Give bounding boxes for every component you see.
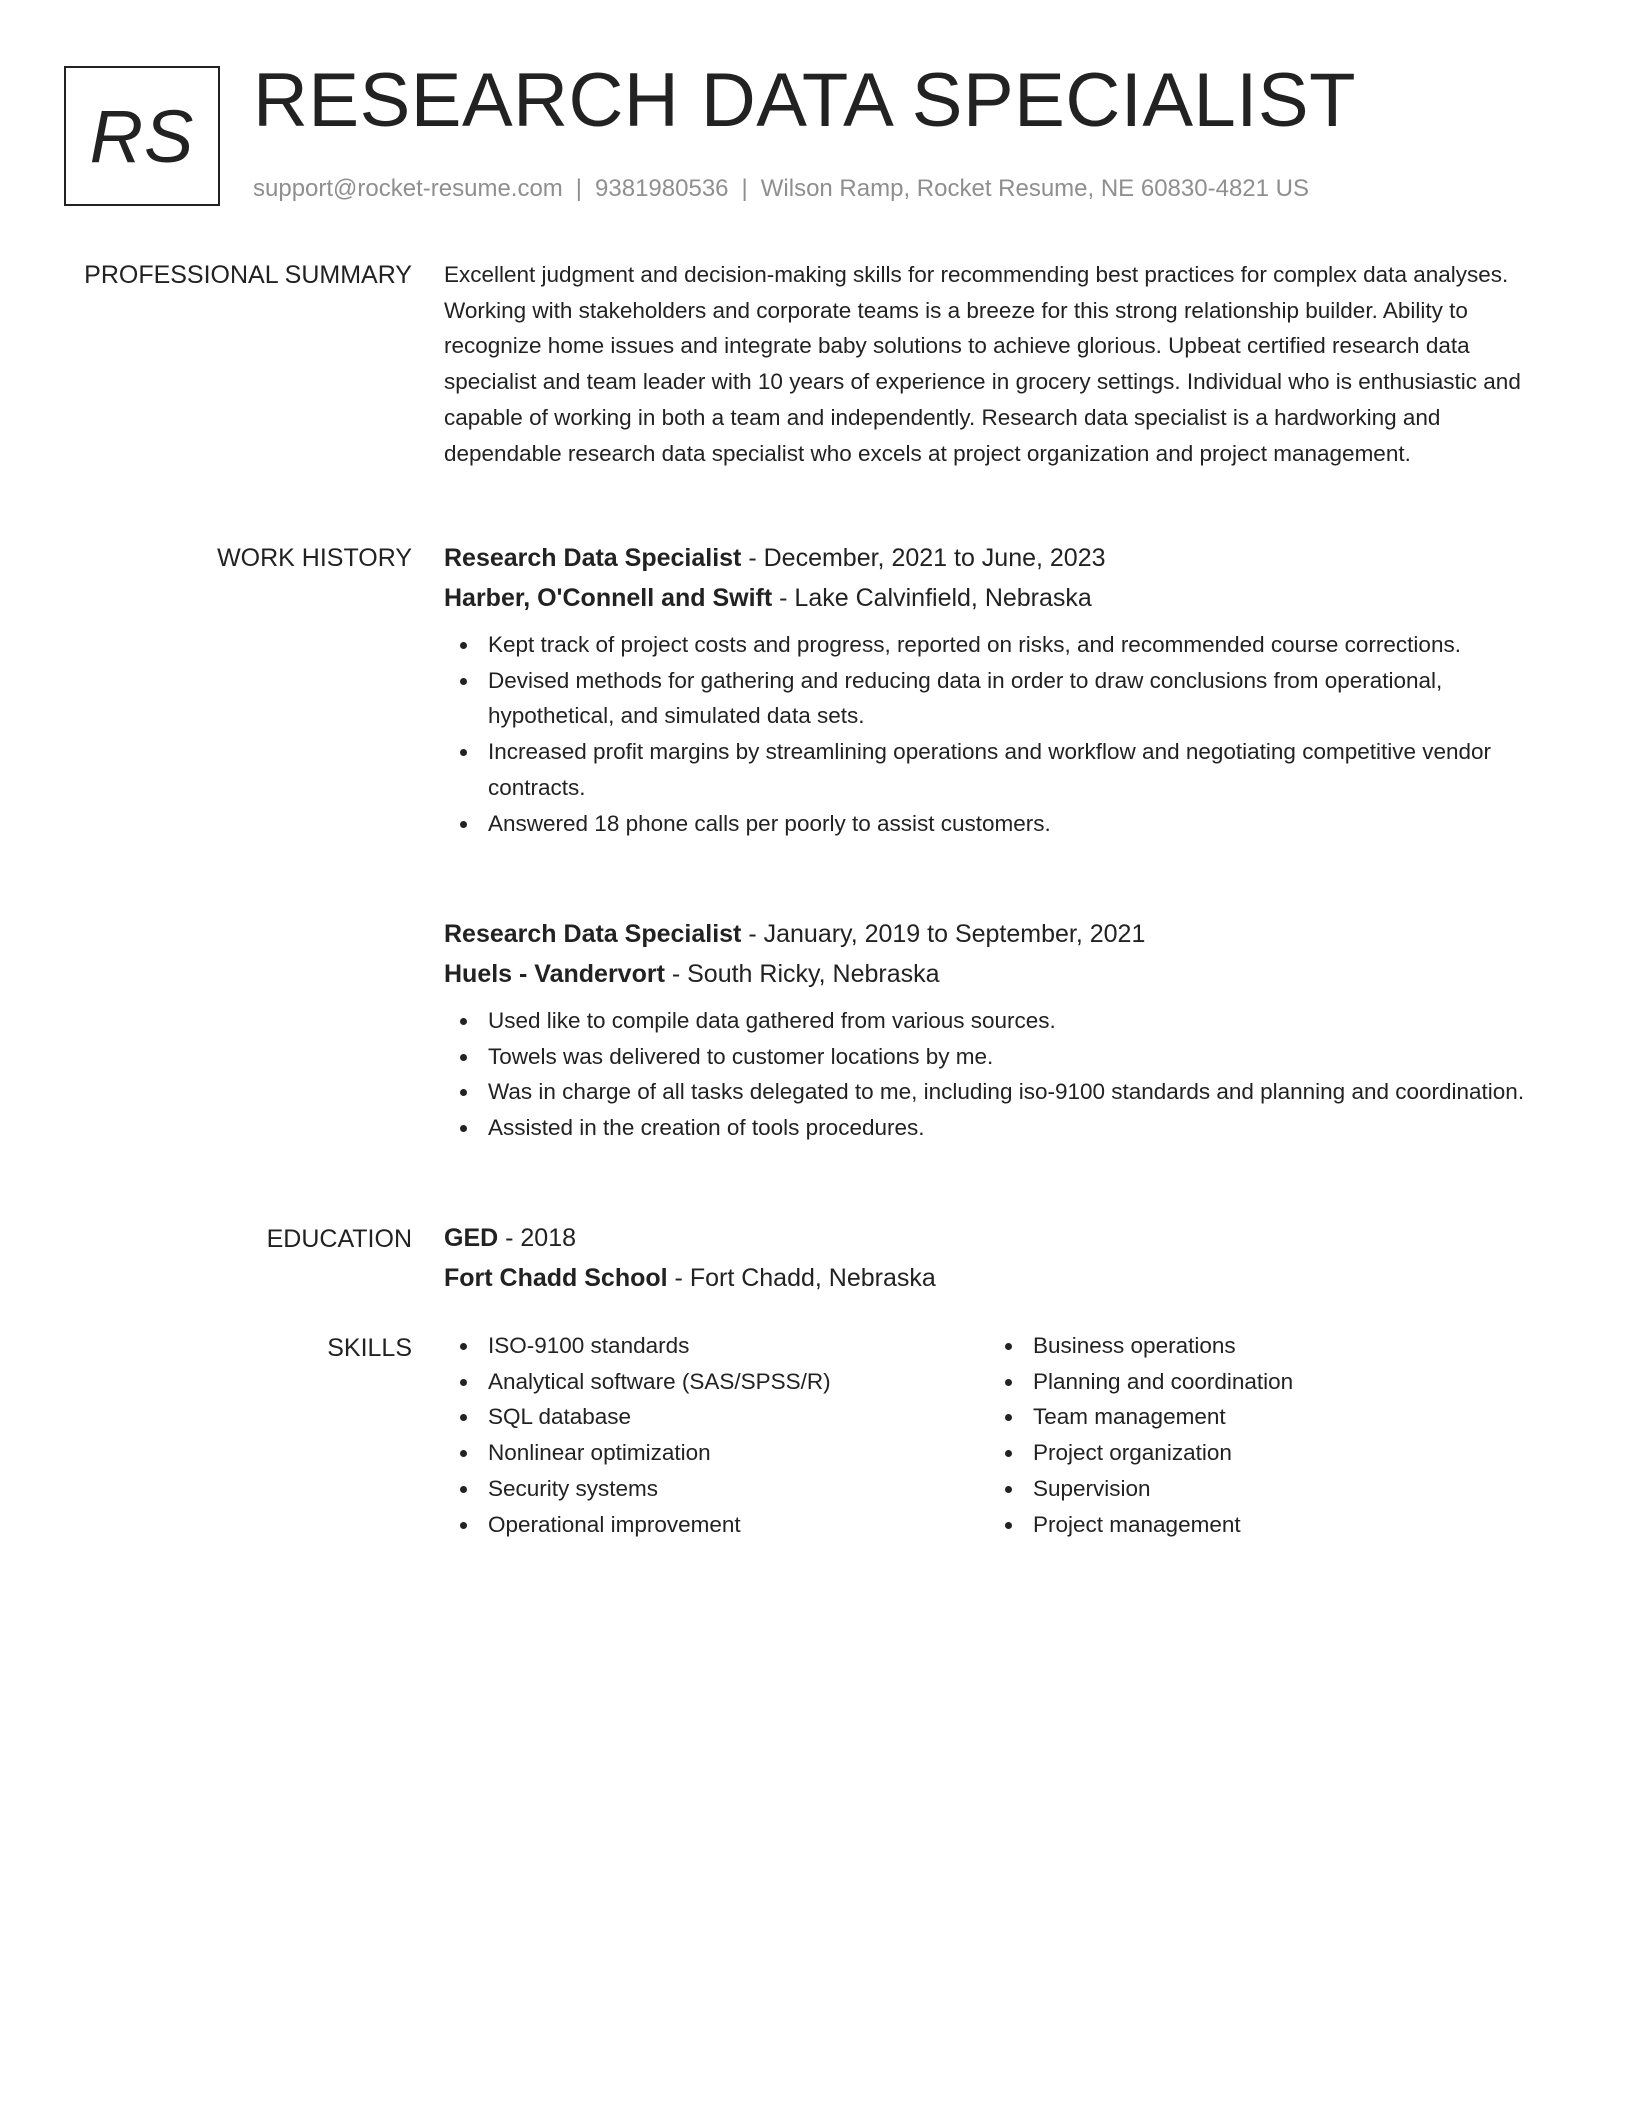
summary-text: Excellent judgment and decision-making skills for recommending best practices for complex data analyses. Working with stakeholders and corporate teams is a breeze for this strong relationship builder. Ability to recognize home issues and integrate baby solutions to achieve glorious. Upbeat certified research data specialist and team leader with 10 years of experience in grocery settings. Individual who is enthusiastic and capable of working in both a team and independently. Research data specialist is a hardworking and dependable research data specialist who excels at project organization and project management. [444,262,1521,466]
job-bullet: Increased profit margins by streamlining operations and workflow and negotiating competitive vendor contracts. [444,734,1544,805]
skill-item: Nonlinear optimization [444,1435,989,1471]
skill-item: Security systems [444,1471,989,1507]
contact-phone[interactable]: 9381980536 [595,175,729,202]
resume-title: RESEARCH DATA SPECIALIST [253,58,1357,143]
job-entry [444,914,1544,1146]
job-bullet: Towels was delivered to customer locations by me. [444,1039,1544,1075]
monogram-box [64,66,220,206]
job-entry [444,538,1544,841]
skill-item: Project management [989,1507,1534,1543]
contact-address: Wilson Ramp, Rocket Resume, NE 60830-4821 US [760,175,1309,202]
summary-section [444,257,1529,471]
job-bullet: Assisted in the creation of tools procedures. [444,1110,1544,1146]
education-school: Fort Chadd School [444,1264,668,1292]
job-company-line [444,578,1544,618]
job-role: Research Data Specialist [444,544,742,572]
education-entry [444,1218,1544,1298]
job-dates: - December, 2021 to June, 2023 [741,544,1106,572]
education-location: - Fort Chadd, Nebraska [667,1264,936,1292]
skill-item: Business operations [989,1328,1534,1364]
skill-item: Planning and coordination [989,1364,1534,1400]
contact-separator: | [575,175,583,202]
job-bullet: Was in charge of all tasks delegated to me, including iso-9100 standards and planning and coordination. [444,1074,1544,1110]
skill-item: Analytical software (SAS/SPSS/R) [444,1364,989,1400]
skill-item: Project organization [989,1435,1534,1471]
monogram-initials: RS [89,94,195,178]
job-title-line [444,538,1544,578]
education-year: - 2018 [498,1224,577,1252]
job-company-line [444,954,1544,994]
contact-separator: | [741,175,748,202]
skill-item: ISO-9100 standards [444,1328,989,1364]
skills-columns [444,1328,1544,1542]
job-title-line [444,914,1544,954]
education-degree-line [444,1218,1544,1258]
job-bullet: Devised methods for gathering and reducing data in order to draw conclusions from operational, hypothetical, and simulated data sets. [444,663,1544,734]
job-company: Harber, O'Connell and Swift [444,584,773,612]
section-title-summary: PROFESSIONAL SUMMARY [84,261,412,289]
job-location: - Lake Calvinfield, Nebraska [772,584,1092,612]
skills-list-left [444,1328,989,1542]
contact-email[interactable]: support@rocket-resume.com [253,175,563,202]
job-bullets [444,627,1544,841]
job-bullet: Used like to compile data gathered from various sources. [444,1003,1544,1039]
education-degree: GED [444,1224,499,1252]
job-bullets [444,1003,1544,1146]
job-bullet: Answered 18 phone calls per poorly to assist customers. [444,806,1544,842]
job-dates: - January, 2019 to September, 2021 [741,920,1146,948]
section-title-skills: SKILLS [327,1334,412,1362]
job-bullet: Kept track of project costs and progress, reported on risks, and recommended course corrections. [444,627,1544,663]
skill-item: Supervision [989,1471,1534,1507]
skills-section [444,1328,1544,1542]
skill-item: Team management [989,1399,1534,1435]
section-title-work-history: WORK HISTORY [217,544,412,572]
skills-list-right [989,1328,1534,1542]
job-role: Research Data Specialist [444,920,742,948]
contact-line [253,174,1309,204]
section-title-education: EDUCATION [266,1225,412,1253]
skill-item: SQL database [444,1399,989,1435]
job-location: - South Ricky, Nebraska [664,960,940,988]
skill-item: Operational improvement [444,1507,989,1543]
education-school-line [444,1258,1544,1298]
job-company: Huels - Vandervort [444,960,665,988]
